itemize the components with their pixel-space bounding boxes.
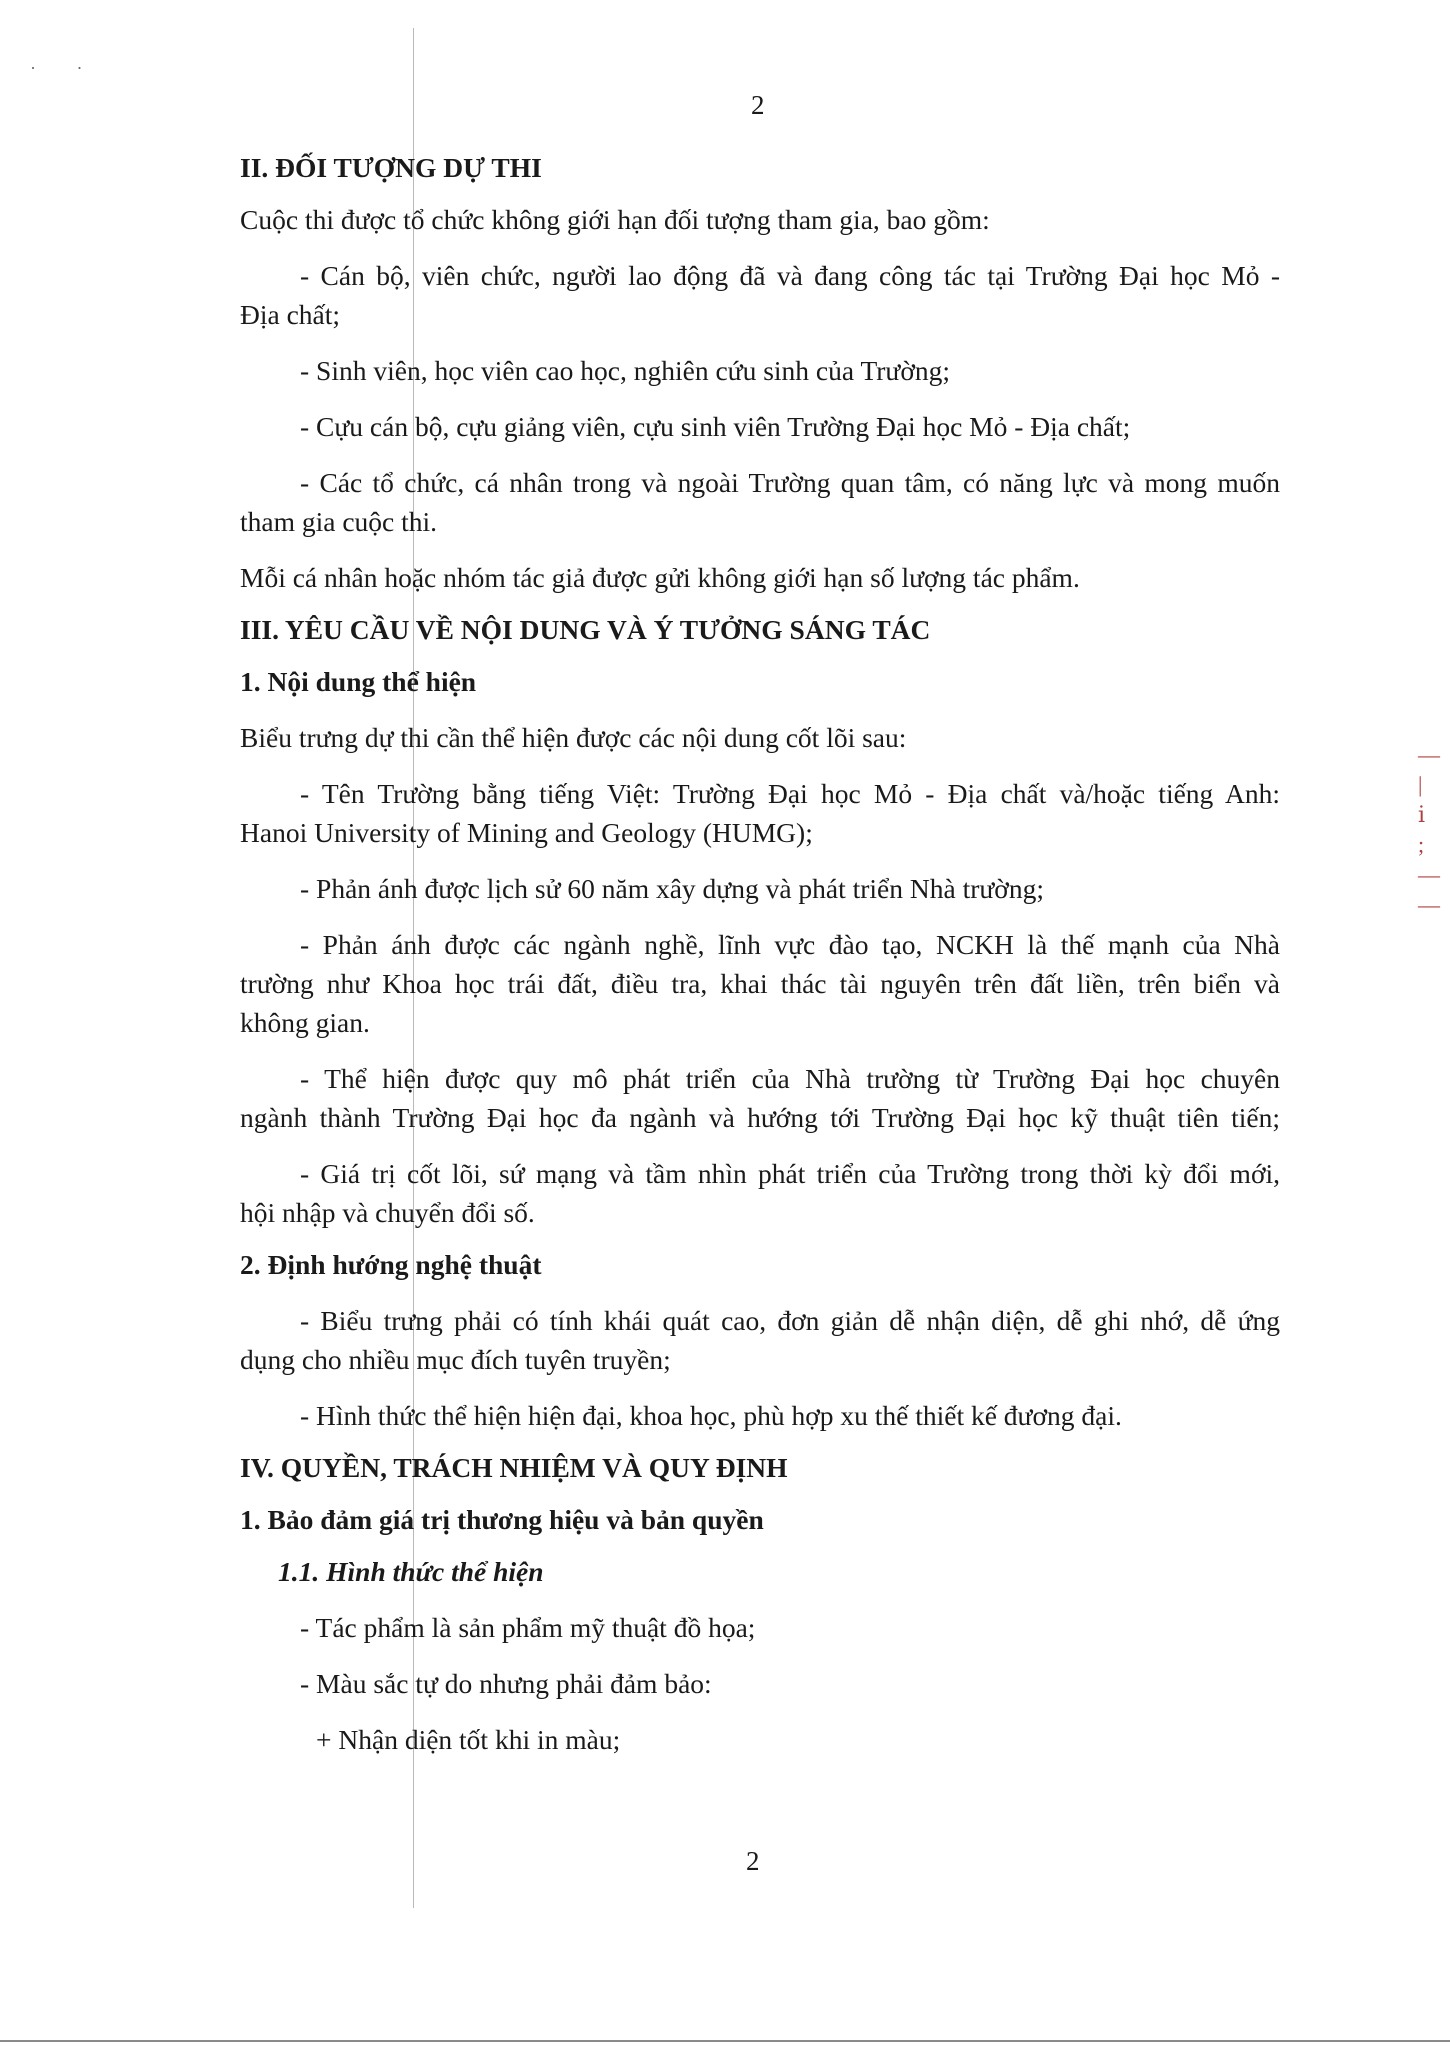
scan-artifact: · · (30, 58, 101, 78)
section2-item4-line2: tham gia cuộc thi. (240, 506, 438, 537)
section3-item-f-line1: - Biểu trưng phải có tính khái quát cao, đơn giản dễ nhận diện, dễ ghi nhớ, dễ ứng (300, 1305, 1280, 1336)
section3-item-c-line2: trường như Khoa học trái đất, điều tra, khai thác tài nguyên trên đất liền, trên biển và (240, 968, 1280, 999)
document-body (240, 148, 1280, 1759)
section3-item-e-line1: - Giá trị cốt lõi, sứ mạng và tầm nhìn phát triển của Trường trong thời kỳ đổi mới, (300, 1158, 1280, 1189)
section2-item4-line1: - Các tổ chức, cá nhân trong và ngoài Trường quan tâm, có năng lực và mong muốn (300, 467, 1280, 498)
section3-item-c-line3: không gian. (240, 1007, 370, 1038)
section2-item1-line1: - Cán bộ, viên chức, người lao động đã và đang công tác tại Trường Đại học Mỏ - (300, 260, 1280, 291)
section2-intro: Cuộc thi được tổ chức không giới hạn đối tượng tham gia, bao gồm: (240, 204, 990, 235)
section3-item-e-line2: hội nhập và chuyển đổi số. (240, 1197, 535, 1228)
section3-item-g: - Hình thức thể hiện hiện đại, khoa học, phù hợp xu thế thiết kế đương đại. (300, 1400, 1122, 1431)
section4-sub11-heading: 1.1. Hình thức thể hiện (278, 1556, 544, 1587)
section3-sub2-heading: 2. Định hướng nghệ thuật (240, 1249, 542, 1280)
section3-item-a-line1: - Tên Trường bằng tiếng Việt: Trường Đại học Mỏ - Địa chất và/hoặc tiếng Anh: (300, 778, 1280, 809)
section2-note: Mỗi cá nhân hoặc nhóm tác giả được gửi không giới hạn số lượng tác phẩm. (240, 562, 1080, 593)
section3-sub1-intro: Biểu trưng dự thi cần thể hiện được các nội dung cốt lõi sau: (240, 722, 907, 753)
section4-heading: IV. QUYỀN, TRÁCH NHIỆM VÀ QUY ĐỊNH (240, 1452, 788, 1483)
section4-item-i: - Màu sắc tự do nhưng phải đảm bảo: (300, 1668, 712, 1699)
section3-item-c-line1: - Phản ánh được các ngành nghề, lĩnh vực đào tạo, NCKH là thế mạnh của Nhà (300, 929, 1280, 960)
section4-item-h: - Tác phẩm là sản phẩm mỹ thuật đồ họa; (300, 1612, 756, 1643)
section3-heading: III. YÊU CẦU VỀ NỘI DUNG VÀ Ý TƯỞNG SÁNG TÁC (240, 614, 931, 645)
page-number-top: 2 (751, 90, 765, 120)
section3-item-d-line2: ngành thành Trường Đại học đa ngành và hướng tới Trường Đại học kỹ thuật tiên tiến; (240, 1102, 1280, 1133)
section2-item2: - Sinh viên, học viên cao học, nghiên cứu sinh của Trường; (300, 355, 951, 386)
section4-item-j: + Nhận diện tốt khi in màu; (316, 1724, 621, 1755)
scan-bottom-edge (0, 2040, 1450, 2042)
section2-heading: II. ĐỐI TƯỢNG DỰ THI (240, 152, 542, 183)
section3-item-b: - Phản ánh được lịch sử 60 năm xây dựng và phát triển Nhà trường; (300, 873, 1044, 904)
section2-item1-line2: Địa chất; (240, 299, 341, 330)
section3-item-f-line2: dụng cho nhiều mục đích tuyên truyền; (240, 1344, 671, 1375)
section2-item3: - Cựu cán bộ, cựu giảng viên, cựu sinh viên Trường Đại học Mỏ - Địa chất; (300, 411, 1131, 442)
section3-item-d-line1: - Thể hiện được quy mô phát triển của Nhà trường từ Trường Đại học chuyên (300, 1063, 1280, 1094)
section3-sub1-heading: 1. Nội dung thể hiện (240, 666, 477, 697)
section4-sub1-heading: 1. Bảo đảm giá trị thương hiệu và bản quyền (240, 1504, 764, 1535)
page-number-bottom: 2 (746, 1846, 760, 1876)
section3-item-a-line2: Hanoi University of Mining and Geology (HUMG); (240, 817, 813, 848)
stamp-mark-fragment: — | ⅰ ; — — (1418, 742, 1440, 917)
